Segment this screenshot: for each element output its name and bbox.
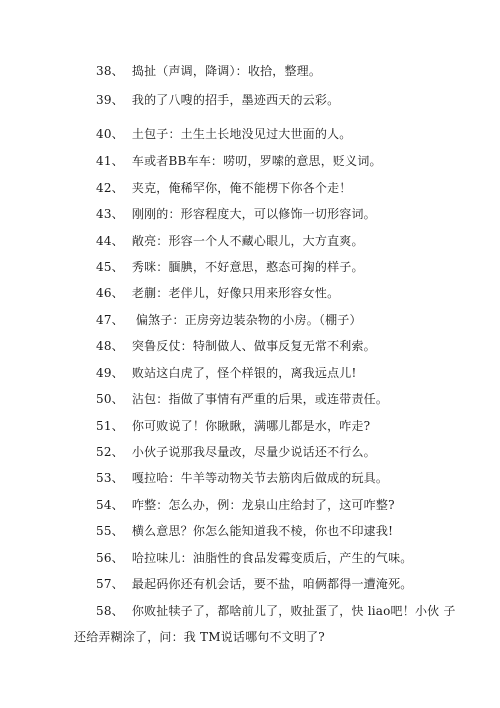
entry-53 bbox=[96, 470, 388, 486]
entry-number: 53、 bbox=[96, 471, 124, 485]
entry-58 bbox=[96, 603, 456, 619]
entry-number: 47、 bbox=[96, 313, 124, 327]
entry-42 bbox=[96, 180, 351, 196]
entry-text: 横么意思？你怎么能知道我不棱，你也不印逮我! bbox=[131, 524, 394, 538]
entry-number: 44、 bbox=[96, 234, 124, 248]
entry-text: 车或者BB车车：唠叨，罗嗦的意思，贬义词。 bbox=[131, 154, 382, 168]
entry-text: 突鲁反仗：特制做人、做事反复无常不利索。 bbox=[131, 339, 376, 353]
entry-text: 夹克，俺稀罕你，俺不能楞下你各个走！ bbox=[131, 181, 352, 195]
entry-text: 你败扯犊子了，都啥前儿了，败扯蛋了，快 liao吧！小伙 子 bbox=[131, 604, 456, 618]
entry-text: 最起码你还有机会话，要不盐，咱俩都得一遭淹死。 bbox=[131, 577, 413, 591]
entry-number: 51、 bbox=[96, 419, 124, 433]
entry-number: 48、 bbox=[96, 339, 124, 353]
entry-number: 56、 bbox=[96, 551, 124, 565]
entry-39 bbox=[96, 92, 339, 108]
entry-number: 52、 bbox=[96, 445, 124, 459]
entry-text: 你可败说了！你瞅瞅，满哪儿都是水，咋走? bbox=[131, 419, 371, 433]
entry-text: 咋整：怎么办，例：龙泉山庄给封了，这可咋整? bbox=[131, 498, 395, 512]
entry-text: 敞亮：形容一个人不藏心眼儿，大方直爽。 bbox=[131, 234, 364, 248]
entry-text: 偏煞子：正房旁边装杂物的小房。（棚子） bbox=[131, 313, 362, 327]
entry-text: 嘎拉哈：牛羊等动物关节去筋肉后做成的玩具。 bbox=[131, 471, 389, 485]
entry-57 bbox=[96, 576, 412, 592]
entry-51 bbox=[96, 418, 370, 434]
entry-46 bbox=[96, 285, 339, 301]
entry-number: 40、 bbox=[96, 127, 124, 141]
entry-text: 沾包：指做了事情有严重的后果，或连带责任。 bbox=[131, 392, 389, 406]
entry-number: 57、 bbox=[96, 577, 124, 591]
entry-44 bbox=[96, 233, 364, 249]
entry-number: 42、 bbox=[96, 181, 124, 195]
entry-text: 捣扯（声调，降调）：收拾，整理。 bbox=[131, 64, 322, 78]
entry-54 bbox=[96, 497, 395, 513]
entry-number: 45、 bbox=[96, 260, 124, 274]
entry-text: 哈拉味儿：油脂性的食品发霉变质后，产生的气味。 bbox=[131, 551, 413, 565]
entry-text: 土包子：土生土长地没见过大世面的人。 bbox=[131, 127, 352, 141]
entry-text: 我的了八嗖的招手，墨迹西天的云彩。 bbox=[131, 93, 340, 107]
entry-number: 54、 bbox=[96, 498, 124, 512]
entry-number: 49、 bbox=[96, 366, 124, 380]
entry-number: 38、 bbox=[96, 64, 124, 78]
entry-text: 小伙子说那我尽量改，尽量少说话还不行么。 bbox=[131, 445, 376, 459]
entry-41 bbox=[96, 153, 382, 169]
entry-text: 老蒯：老伴儿，好像只用来形容女性。 bbox=[131, 286, 340, 300]
entry-58-continuation: 还给弄糊涂了，问：我 TM说话哪句不文明了? bbox=[74, 630, 325, 644]
entry-55 bbox=[96, 523, 393, 539]
entry-49 bbox=[96, 365, 357, 381]
entry-number: 46、 bbox=[96, 286, 124, 300]
entry-50 bbox=[96, 391, 388, 407]
entry-text: 刚刚的：形容程度大，可以修饰一切形容词。 bbox=[131, 207, 376, 221]
entry-43 bbox=[96, 206, 376, 222]
entry-47 bbox=[96, 312, 362, 328]
entry-text: 败站这白虎了，怪个样银的，离我远点儿! bbox=[131, 366, 357, 380]
entry-52 bbox=[96, 444, 376, 460]
entry-number: 43、 bbox=[96, 207, 124, 221]
entry-45 bbox=[96, 259, 364, 275]
entry-number: 41、 bbox=[96, 154, 124, 168]
entry-number: 50、 bbox=[96, 392, 124, 406]
entry-56 bbox=[96, 550, 412, 566]
entry-number: 55、 bbox=[96, 524, 124, 538]
entry-48 bbox=[96, 338, 376, 354]
entry-number: 58、 bbox=[96, 604, 124, 618]
entry-number: 39、 bbox=[96, 93, 124, 107]
entry-text: 秀咪：腼腆，不好意思，憨态可掬的样子。 bbox=[131, 260, 364, 274]
entry-40 bbox=[96, 126, 351, 142]
entry-38 bbox=[96, 63, 321, 79]
